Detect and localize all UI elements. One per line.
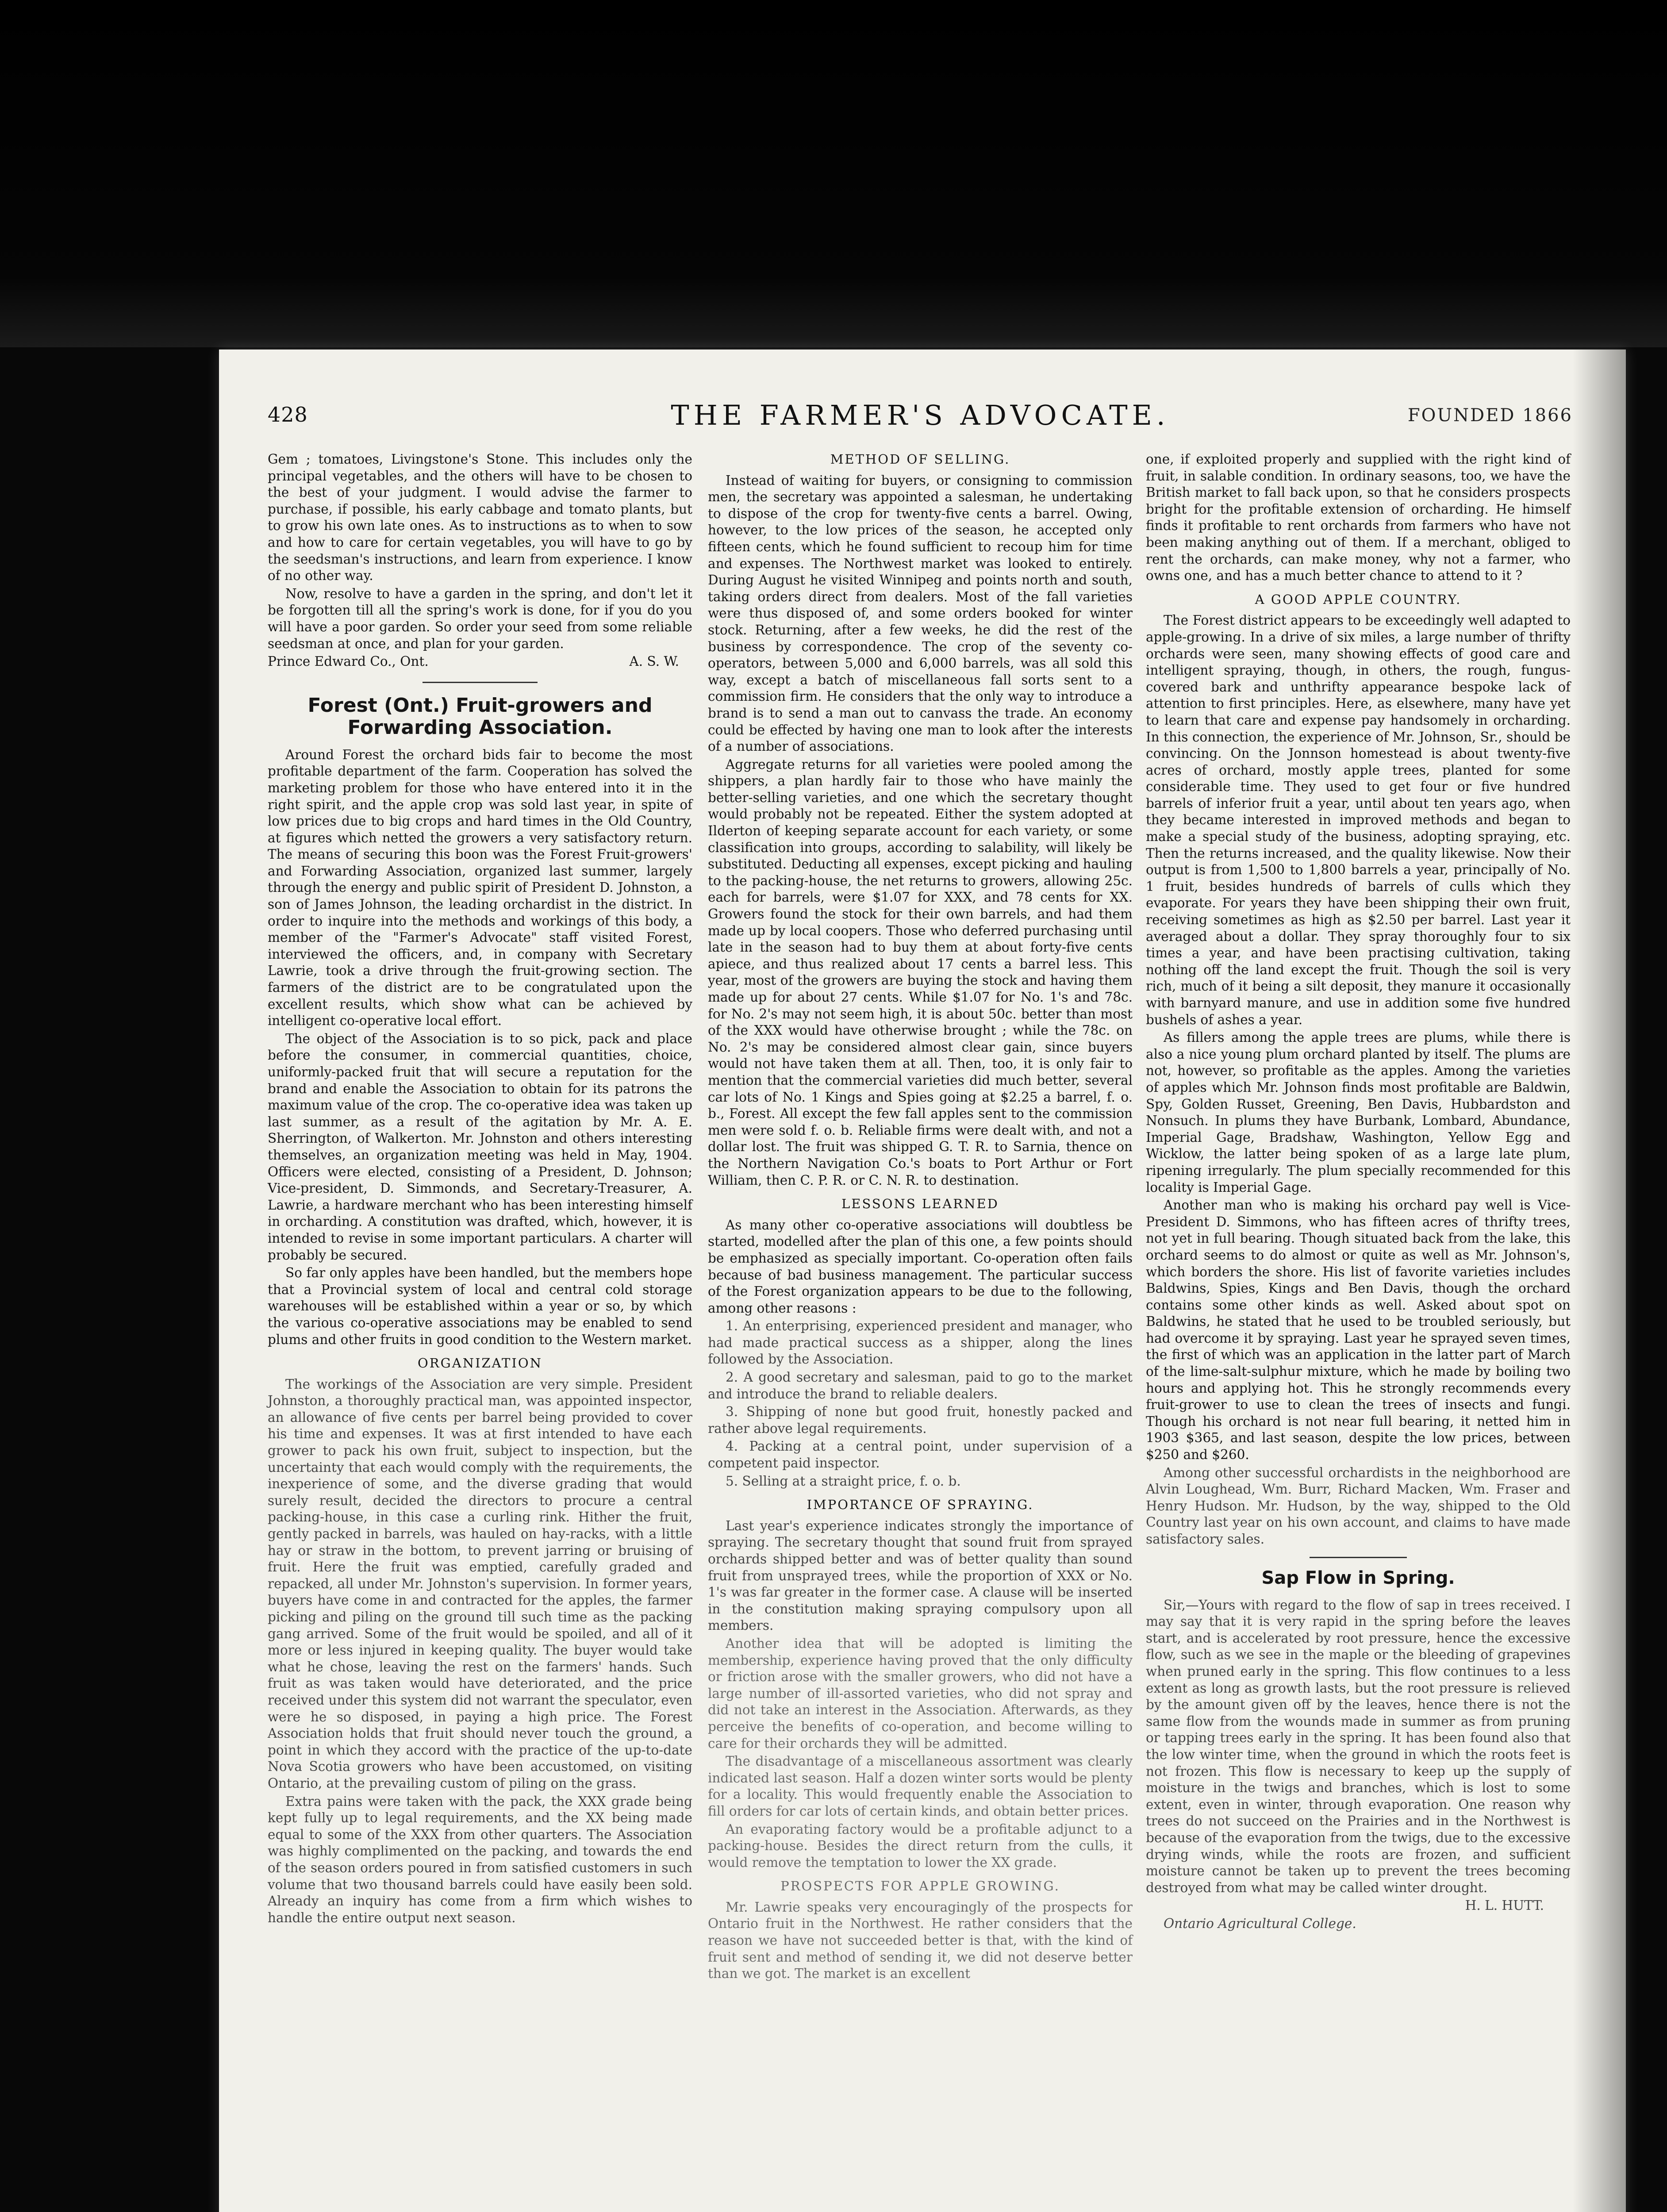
section-subhead: METHOD OF SELLING. xyxy=(830,452,1010,467)
divider xyxy=(423,682,538,683)
paragraph: Aggregate returns for all varieties were pooled among the shippers, a plan hardly fair to those who have mainly the better-selling varieties, and one which the secretary thought would probably not be repeated. Either the system adopted at Ilderton of keeping separate account for each variety, or some classification into groups, according to salability, will likely be substituted. Deducting all expenses, except picking and hauling to the packing-house, the net returns to growers, allowing 25c. each for barrels, were $1.07 for XXX, and 78 cents for XX. Growers found the stock for their own barrels, and had them made up by local coopers. Those who deferred purchasing until late in the season had to buy them at about forty-five cents apiece, and thus realized about 17 cents a barrel less. This year, most of the growers are buying the stock and having them made up for about 27 cents. While $1.07 for No. 1's and 78c. for No. 2's may not seem high, it is about 50c. better than most of the XXX would have otherwise brought ; while the 78c. on No. 2's may be considered almost clear gain, since buyers would not have taken them at all. Then, too, it is only fair to mention that the commercial varieties did much better, several car lots of No. 1 Kings and Spies going at $2.25 a barrel, f. o. b., Forest. All except the few fall apples sent to the commission men were sold f. o. b. Reliable firms were dealt with, and not a dollar lost. The fruit was shipped G. T. R. to Sarnia, thence on the Northern Navigation Co.'s boats to Port Arthur or Fort William, then C. P. R. or C. N. R. to destination. xyxy=(708,757,1133,1188)
paragraph: Around Forest the orchard bids fair to become the most profitable department of the farm. Cooperation has solved the marketing problem for those who have entered into it in the right spirit, and the apple crop was sold last year, in spite of low prices due to big crops and hard times in the Old Country, at figures which netted the growers a very satisfactory return. The means of securing this boon was the Forest Fruit-growers' and Forwarding Association, organized last summer, largely through the energy and public spirit of President D. Johnston, a son of James Johnson, the leading orchardist in the district. In order to inquire into the methods and workings of this body, a member of the "Farmer's Advocate" staff visited Forest, interviewed the officers, and, in company with Secretary Lawrie, took a drive through the fruit-growing section. The farmers of the district are to be congratulated upon the excellent results, which show what can be achieved by intelligent co-operative local effort. xyxy=(268,747,692,1029)
list-item: 4. Packing at a central point, under supervision of a competent paid inspector. xyxy=(708,1439,1133,1471)
institution: Ontario Agricultural College. xyxy=(1164,1916,1356,1931)
founded-note: FOUNDED 1866 xyxy=(1407,405,1573,426)
paragraph: Another man who is making his orchard pay well is Vice-President D. Simmons, who has fifteen acres of thrifty trees, not yet in full bearing. Though situated back from the lake, this orchard seems to do almost or quite as well as Mr. Johnson's, which borders the shore. His list of favorite varieties includes Baldwins, Spies, Kings and Ben Davis, though the orchard contains some other kinds as well. Asked about spot on Baldwins, he stated that he used to be troubled seriously, but had overcome it by spraying. Last year he sprayed seven times, the first of which was an application in the latter part of March of the lime-salt-sulphur mixture, which he made by boiling two hours and applying hot. This he strongly recommends every fruit-grower to use to clean the trees of insects and fungi. Though his orchard is not near full bearing, it netted him in 1903 $365, and last season, despite the low prices, between $250 and $260. xyxy=(1146,1198,1571,1463)
paragraph: Mr. Lawrie speaks very encouragingly of the prospects for Ontario fruit in the Northwest. He rather considers that the reason we have not succeeded better is that, with the kind of fruit sent and method of sending it, we did not deserve better than we got. The market is an excellent xyxy=(708,1899,1133,1982)
masthead-title: THE FARMER'S ADVOCATE. xyxy=(671,399,1170,431)
page-number: 428 xyxy=(268,403,308,426)
section-subhead: ORGANIZATION xyxy=(417,1356,542,1371)
section-subhead: PROSPECTS FOR APPLE GROWING. xyxy=(780,1878,1060,1894)
paragraph: The Forest district appears to be exceedingly well adapted to apple-growing. In a drive of six miles, a large number of thrifty orchards were seen, many showing effects of good care and intelligent spraying, though, in others, the rough, fungus-covered bark and unthrifty appearance bespoke lack of attention to first principles. Here, as elsewhere, many have yet to learn that care and expense pay handsomely in orcharding. In this connection, the experience of Mr. Johnson, Sr., should be convincing. On the Jonnson homestead is about twenty-five acres of orchard, mostly apple trees, planted for some considerable time. They used to get four or five hundred barrels of inferior fruit a year, until about ten years ago, when they became interested in improved methods and began to make a special study of the business, adopting spraying, etc. Then the returns increased, and the quality likewise. Now their output is from 1,500 to 1,800 barrels a year, principally of No. 1 fruit, besides hundreds of barrels of culls which they evaporate. For years they have been shipping their own fruit, receiving sometimes as high as $2.50 per barrel. Last year it averaged about a dollar. They spray thoroughly four to six times a year, and have been practising cultivation, taking nothing off the land except the fruit. Though the soil is very rich, much of it being a silt deposit, they manure it occasionally with barnyard manure, and use in addition some five hundred bushels of ashes a year. xyxy=(1146,613,1571,1027)
section-subhead: LESSONS LEARNED xyxy=(841,1196,999,1212)
article-headline: Forest (Ont.) Fruit-growers and Forwarding Association. xyxy=(307,694,653,739)
section-subhead: A GOOD APPLE COUNTRY. xyxy=(1255,591,1462,607)
list-item: 1. An enterprising, experienced president and manager, who had made practical success as a shipper, along the lines followed by the Association. xyxy=(708,1318,1133,1367)
paragraph: Sir,—Yours with regard to the flow of sap in trees received. I may say that it is very rapid in the spring before the leaves start, and is accelerated by root pressure, hence the excessive flow, such as we see in the maple or the bleeding of grapevines when pruned early in the spring. This flow continues to a less extent as long as growth lasts, but the root pressure is relieved by the amount given off by the leaves, hence there is not the same flow from the wounds made in summer as from pruning or tapping trees early in the spring. It has been found also that the low winter time, when the ground in which the roots feet is not frozen. This flow is necessary to keep up the supply of moisture in the twigs and branches, which is lost to some extent, even in winter, through evaporation. One reason why trees do not succeed on the Prairies and in the Northwest is because of the evaporation from the twigs, due to the excessive drying winds, while the roots are frozen, and sufficient moisture cannot be taken up to prevent the trees becoming destroyed from what may be called winter drought. xyxy=(1146,1597,1571,1895)
paragraph: Extra pains were taken with the pack, the XXX grade being kept fully up to legal requirements, and the XX being made equal to some of the XXX from other quarters. The Association was highly complimented on the packing, and towards the end of the season orders poured in from satisfied customers in such volume that two thousand barrels could have easily been sold. Already an inquiry has come from a firm which wishes to handle the entire output next season. xyxy=(268,1793,692,1925)
signature-initials: A. S. W. xyxy=(629,654,679,669)
film-strip-top xyxy=(0,0,1667,347)
list-item: 5. Selling at a straight price, f. o. b. xyxy=(726,1473,961,1489)
paragraph: Now, resolve to have a garden in the spring, and don't let it be forgotten till all the spring's work is done, for if you do you will have a poor garden. So order your seed from some reliable seedsman at once, and plan for your garden. xyxy=(268,586,692,651)
paragraph: The disadvantage of a miscellaneous assortment was clearly indicated last season. Half a dozen winter sorts would be plenty for a locality. This would frequently enable the Association to fill orders for car lots of certain kinds, and obtain better prices. xyxy=(708,1754,1133,1819)
paragraph: An evaporating factory would be a profitable adjunct to a packing-house. Besides the direct return from the culls, it would remove the temptation to lower the XX grade. xyxy=(708,1821,1133,1870)
paragraph: The workings of the Association are very simple. President Johnston, a thoroughly practical man, was appointed inspector, an allowance of five cents per barrel being provided to cover his time and expenses. It was at first intended to have each grower to pack his own fruit, subject to inspection, but the uncertainty that each would comply with the requirements, the inexperience of some, and the diverse grading that would surely result, decided the directors to procure a central packing-house, in this case a curling rink. Hither the fruit, gently packed in barrels, was hauled on hay-racks, with a little hay or straw in the bottom, to prevent jarring or bruising of fruit. Here the fruit was emptied, carefully graded and repacked, all under Mr. Johnston's supervision. In former years, buyers have come in and contracted for the apples, the farmer picking and piling on the ground till such time as the packing gang arrived. Some of the fruit would be spoiled, and all of it more or less injured in keeping quality. The buyer would take what he chose, leaving the rest on the farmers' hands. Such fruit as was taken would have deteriorated, and the price received under this system did not warrant the speculator, even were he so disposed, in paying a high price. The Forest Association holds that fruit should never touch the ground, a point in which they accord with the practice of the up-to-date Nova Scotia growers who have been accustomed, on visiting Ontario, at the prevailing custom of piling on the grass. xyxy=(268,1376,692,1791)
column-2 xyxy=(708,451,1133,1984)
paragraph: As many other co-operative associations will doubtless be started, modelled after the plan of this one, a few points should be emphasized as specially important. Co-operation often fails because of bad business management. The particular success of the Forest organization appears to be due to the following, among other reasons : xyxy=(708,1217,1133,1316)
article-headline: Sap Flow in Spring. xyxy=(1261,1567,1455,1588)
section-subhead: IMPORTANCE OF SPRAYING. xyxy=(807,1497,1034,1513)
paragraph: Last year's experience indicates strongly the importance of spraying. The secretary thought that sound fruit from sprayed orchards shipped better and was of better quality than sound fruit from unsprayed trees, while the proportion of XXX or No. 1's was far greater in the former case. A clause will be inserted in the constitution making spraying compulsory upon all members. xyxy=(708,1518,1133,1633)
paragraph: As fillers among the apple trees are plums, while there is also a nice young plum orchard planted by itself. The plums are not, however, so profitable as the apples. Among the varieties of apples which Mr. Johnson finds most profitable are Baldwin, Spy, Golden Russet, Greening, Ben Davis, Hubbardston and Nonsuch. In plums they have Burbank, Lombard, Abundance, Imperial Gage, Bradshaw, Washington, Yellow Egg and Wicklow, the latter being spoken of as a large late plum, ripening irregularly. The plum specially recommended for this locality is Imperial Gage. xyxy=(1146,1030,1571,1195)
paragraph: one, if exploited properly and supplied with the right kind of fruit, in salable condition. In ordinary seasons, too, we have the British market to fall back upon, so that he considers prospects bright for the profitable extension of orcharding. He himself finds it profitable to rent orchards from farmers who have not been making anything out of them. If a merchant, obliged to rent the orchards, can make money, why not a farmer, who owns one, and has a much better chance to attend to it ? xyxy=(1146,452,1571,584)
paragraph: Another idea that will be adopted is limiting the membership, experience having proved that the only difficulty or friction arose with the smaller growers, who did not have a large number of ill-assorted varieties, who did not spray and did not take an interest in the Association. Afterwards, as they perceive the benefits of co-operation, and become willing to care for their orchards they will be admitted. xyxy=(708,1636,1133,1751)
newspaper-page xyxy=(219,349,1626,2212)
paragraph: Among other successful orchardists in the neighborhood are Alvin Loughead, Wm. Burr, Richard Macken, Wm. Fraser and Henry Hudson. Mr. Hudson, by the way, shipped to the Old Country last year on his own account, and claims to have made satisfactory sales. xyxy=(1146,1465,1571,1547)
paragraph: Gem ; tomatoes, Livingstone's Stone. This includes only the principal vegetables, and the others will have to be chosen to the best of your judgment. I would advise the farmer to purchase, if possible, his early cabbage and tomato plants, but to grow his own late ones. As to instructions as to when to sow and how to care for certain vegetables, you will have to go by the seedsman's instructions, and learn from experience. I know of no other way. xyxy=(268,452,692,584)
column-3 xyxy=(1146,451,1571,1933)
column-1 xyxy=(268,451,692,1928)
list-item: 3. Shipping of none but good fruit, honestly packed and rather above legal requirements. xyxy=(708,1404,1133,1436)
signature: H. L. HUTT. xyxy=(1465,1898,1544,1913)
divider xyxy=(1310,1557,1407,1558)
paragraph: So far only apples have been handled, but the members hope that a Provincial system of local and central cold storage warehouses will be established within a year or so, by which the various co-operative associations may be enabled to send plums and other fruits in good condition to the Western market. xyxy=(268,1265,692,1347)
page-header xyxy=(268,399,1573,442)
signature-place: Prince Edward Co., Ont. xyxy=(268,654,429,669)
paragraph: Instead of waiting for buyers, or consigning to commission men, the secretary was appointed a salesman, he undertaking to dispose of the crop for twenty-five cents a barrel. Owing, however, to the low prices of the season, he accepted only fifteen cents, which he found sufficient to recoup him for time and expenses. The Northwest market was looked to entirely. During August he visited Winnipeg and points north and south, taking orders direct from dealers. Most of the fall varieties were thus disposed of, and some orders booked for winter stock. Returning, after a few weeks, he did the rest of the business by correspondence. The crop of the seventy co-operators, between 5,000 and 6,000 barrels, was all sold this way, except a batch of miscellaneous fall sorts sent to a commission firm. He considers that the only way to introduce a brand is to send a man out to canvass the trade. An economy could be effected by having one man to look after the interests of a number of associations. xyxy=(708,472,1133,754)
signature-line xyxy=(268,653,692,670)
list-item: 2. A good secretary and salesman, paid to go to the market and introduce the brand to reliable dealers. xyxy=(708,1370,1133,1402)
paragraph: The object of the Association is to so pick, pack and place before the consumer, in commercial quantities, choice, uniformly-packed fruit that will secure a reputation for the brand and enable the Association to obtain for its patrons the maximum value of the crop. The co-operative idea was taken up last summer, as a result of the agitation by Mr. A. E. Sherrington, of Walkerton. Mr. Johnston and others interesting themselves, an organization meeting was held in May, 1904. Officers were elected, consisting of a President, D. Johnson; Vice-president, D. Simmonds, and Secretary-Treasurer, A. Lawrie, a hardware merchant who has been interesting himself in orcharding. A constitution was drafted, which, however, it is intended to revise in some important particulars. A charter will probably be secured. xyxy=(268,1031,692,1263)
